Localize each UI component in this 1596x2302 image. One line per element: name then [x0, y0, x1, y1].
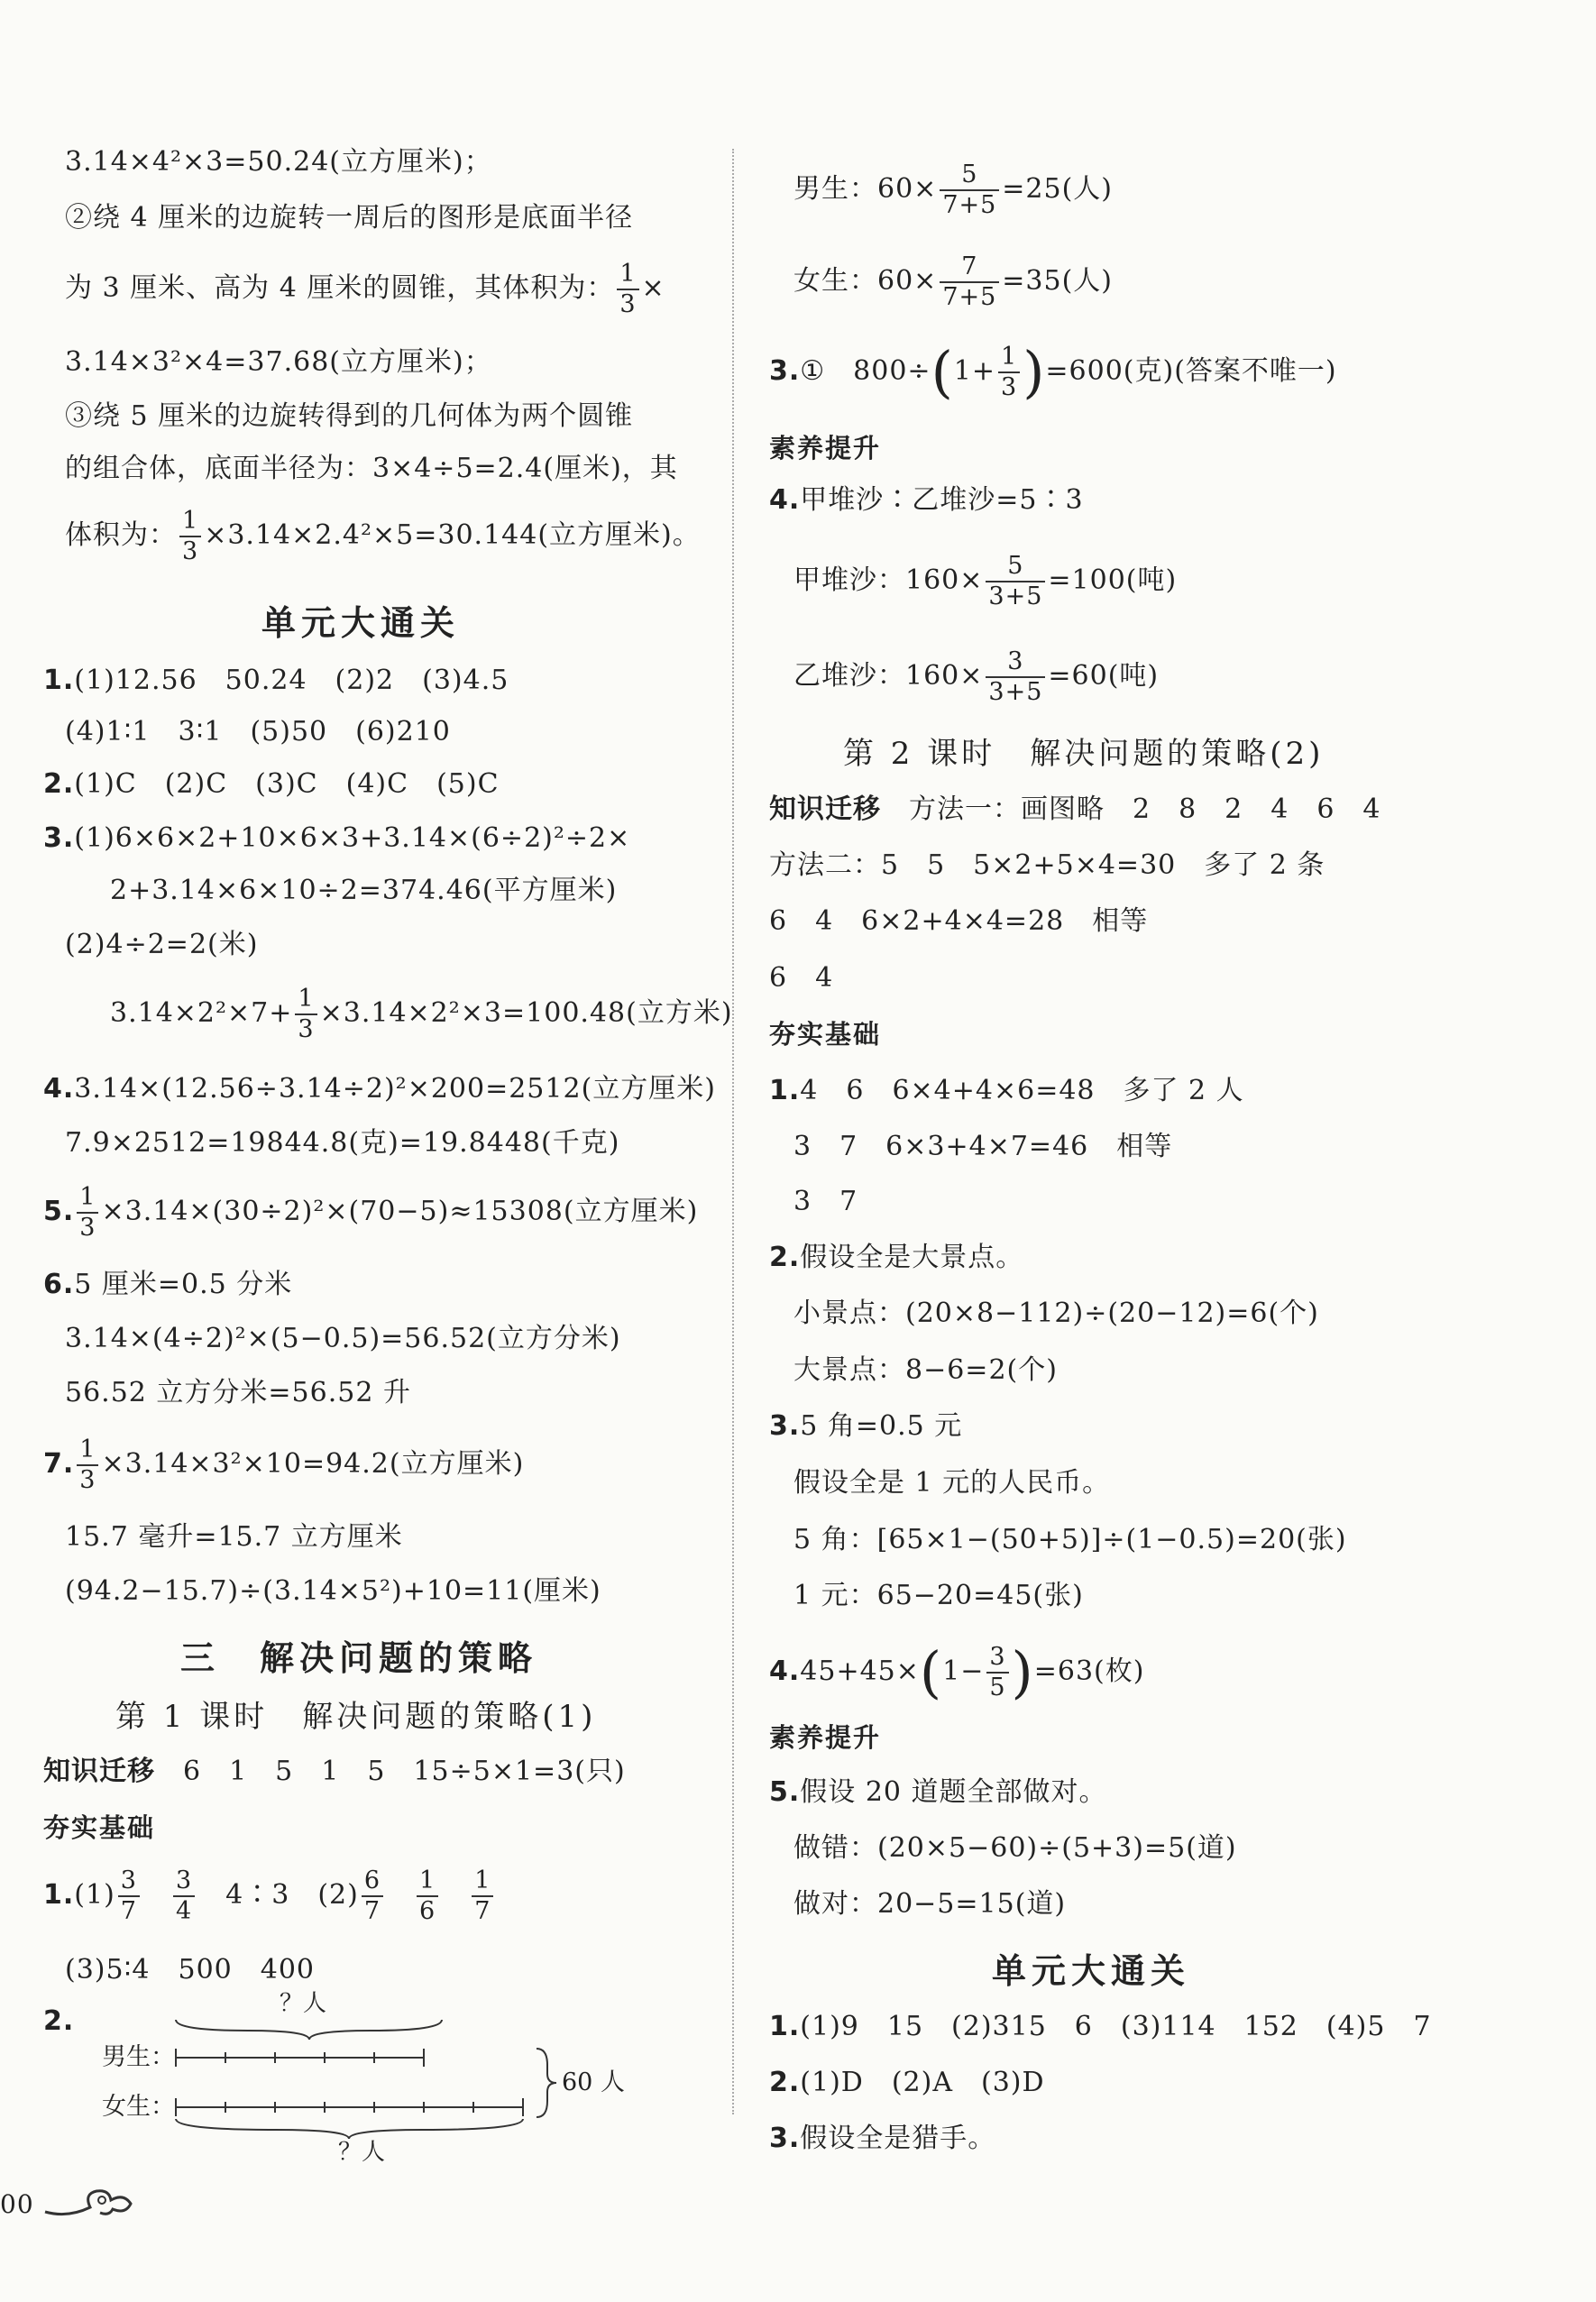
section-label: 知识迁移 [43, 1756, 155, 1787]
text-line: ③绕 5 厘米的边旋转得到的几何体为两个圆锥 [65, 400, 634, 432]
section-title: 单元大通关 [992, 1951, 1191, 1991]
text: ① 800÷ [800, 355, 931, 387]
text: 体积为： [65, 519, 177, 551]
text-line: (4)1∶1 3∶1 (5)50 (6)210 [65, 716, 451, 747]
text-line: 7.9×2512=19844.8(克)=19.8448(千克) [65, 1127, 620, 1159]
text-line: 为 3 厘米、高为 4 厘米的圆锥，其体积为： $\frac{1}{3}$ × [65, 260, 665, 318]
column-divider [732, 149, 736, 2114]
answer-6: 6.5 厘米=0.5 分米 [43, 1269, 293, 1300]
fraction: $\frac{5}{7+5}$ [940, 160, 999, 220]
text: 6 1 5 1 5 15÷5×1=3(只) [183, 1756, 626, 1787]
text-line: 小景点：(20×8−112)÷(20−12)=6(个) [793, 1298, 1319, 1329]
text: 为 3 厘米、高为 4 厘米的圆锥，其体积为： [65, 272, 615, 304]
text: ×3.14×2.4²×5=30.144(立方厘米)。 [204, 519, 701, 551]
text-line: 6 4 6×2+4×4=28 相等 [769, 905, 1149, 937]
text-line: 3.14×(4÷2)²×(5−0.5)=56.52(立方分米) [65, 1323, 621, 1354]
text-line: 15.7 毫升=15.7 立方厘米 [65, 1521, 403, 1553]
text-line: 假设全是 1 元的人民币。 [793, 1467, 1111, 1499]
segment-diagram [68, 1984, 627, 2164]
text-line [43, 1754, 626, 1790]
page-number: 00 [0, 2189, 34, 2219]
text: 甲堆沙∶乙堆沙=5∶3 [800, 484, 1084, 516]
text: 假设 20 道题全部做对。 [800, 1776, 1107, 1808]
lesson-title: 第 2 课时 解决问题的策略(2) [843, 736, 1325, 772]
text: 乙堆沙：160× [793, 660, 984, 692]
section-label: 知识迁移 [769, 793, 881, 825]
text: 甲堆沙：160× [793, 564, 984, 596]
fraction: $\frac{3}{7}$ [118, 1866, 140, 1926]
answer-2: 2.(1)D (2)A (3)D [769, 2067, 1045, 2098]
text-line: 3.14×4²×3=50.24(立方厘米)； [65, 146, 492, 178]
text-line: 3.14×3²×4=37.68(立方厘米)； [65, 346, 492, 378]
text-line [65, 507, 701, 566]
section-label: 夯实基础 [769, 1019, 882, 1050]
text-line [793, 160, 1113, 220]
fraction: $\frac{3}{4}$ [173, 1866, 195, 1926]
text-line [793, 252, 1113, 312]
text-line: 5 角：[65×1−(50+5)]÷(1−0.5)=20(张) [793, 1524, 1347, 1555]
text: 5 厘米=0.5 分米 [74, 1269, 293, 1300]
text-line: 3 7 [793, 1186, 858, 1217]
answer-1: 1.(1)12.56 50.24 (2)2 (3)4.5 [43, 665, 509, 696]
brace-bottom [176, 2119, 523, 2139]
chapter-title: 三 解决问题的策略 [180, 1638, 538, 1678]
text: (1)6×6×2+10×6×3+3.14×(6÷2)²÷2× [74, 822, 631, 854]
diagram-label: 60 人 [562, 2068, 625, 2096]
text: 假设全是猎手。 [800, 2123, 996, 2154]
fraction: $\frac{7}{7+5}$ [940, 252, 999, 312]
fraction: $\frac{6}{7}$ [362, 1866, 383, 1926]
text: 4∶3 (2) [225, 1879, 359, 1911]
answer-1: 1.(1) $\frac{3}{7}$ $\frac{3}{4}$ 4∶3 (2) $\frac{6}{7}$ $\frac{1}{6}$ $\frac{1}{7}$ [43, 1866, 496, 1926]
diagram-label: 男生： [102, 2043, 175, 2071]
fraction: $\frac{1}{6}$ [417, 1866, 438, 1926]
text: ×3.14×(30÷2)²×(70−5)≈15308(立方厘米) [101, 1196, 699, 1227]
fraction: $\frac{1}{3}$ [77, 1435, 98, 1495]
text: 假设全是大景点。 [800, 1242, 1024, 1273]
fraction: $\frac{1}{3}$ [617, 260, 638, 319]
text: (1) [74, 1879, 115, 1911]
text: =100(吨) [1048, 564, 1178, 596]
text-line [110, 985, 733, 1044]
answer-5: 5.假设 20 道题全部做对。 [769, 1776, 1107, 1808]
diagram-label: 女生： [102, 2093, 175, 2121]
text: =35(人) [1002, 265, 1114, 297]
text: (1)12.56 50.24 (2)2 (3)4.5 [74, 665, 509, 696]
brace-right [537, 2049, 556, 2117]
section-label: 素养提升 [769, 1722, 882, 1753]
diagram-label: ？人 [338, 2139, 386, 2164]
lesson-title: 第 1 课时 解决问题的策略(1) [115, 1699, 597, 1735]
text-line: ②绕 4 厘米的边旋转一周后的图形是底面半径 [65, 202, 634, 234]
text-line [769, 792, 1381, 828]
fraction: $\frac{1}{3}$ [998, 343, 1020, 402]
fraction: $\frac{1}{7}$ [472, 1866, 493, 1926]
text-line: 大景点：8−6=2(个) [793, 1354, 1058, 1386]
answer-2: 2.(1)C (2)C (3)C (4)C (5)C [43, 768, 500, 800]
text-line: 6 4 [769, 962, 834, 994]
answer-3: 3.(1)6×6×2+10×6×3+3.14×(6÷2)²÷2× [43, 822, 631, 854]
diagram-label: ？人 [280, 1990, 327, 2017]
section-title: 单元大通关 [261, 603, 461, 643]
text-line: 做对：20−5=15(道) [793, 1888, 1067, 1920]
answer-3: 3.5 角=0.5 元 [769, 1410, 963, 1442]
fraction: $\frac{1}{3}$ [295, 985, 316, 1044]
answer-5: 5. $\frac{1}{3}$ ×3.14×(30÷2)²×(70−5)≈15308(立方厘米) [43, 1183, 699, 1242]
text: 3.14×2²×7+ [110, 997, 293, 1029]
text-line: 2+3.14×6×10÷2=374.46(平方厘米) [110, 875, 618, 906]
answer-4: 4.45+45×(1− $\frac{3}{5}$ )=63(枚) [769, 1639, 1145, 1705]
text-line: 1 元：65−20=45(张) [793, 1580, 1084, 1611]
text: =63(枚) [1033, 1655, 1145, 1687]
text-line: 方法二：5 5 5×2+5×4=30 多了 2 条 [769, 849, 1325, 881]
answer-7: 7. $\frac{1}{3}$ ×3.14×3²×10=94.2(立方厘米) [43, 1435, 525, 1494]
text: =600(克)(答案不唯一) [1045, 355, 1337, 387]
text-line: 56.52 立方分米=56.52 升 [65, 1377, 411, 1408]
text: ×3.14×2²×3=100.48(立方米) [319, 997, 733, 1029]
brace-top [176, 2020, 442, 2040]
text: =60(吨) [1048, 660, 1160, 692]
section-label: 素养提升 [769, 433, 882, 463]
answer-2: 2.假设全是大景点。 [769, 1242, 1024, 1273]
text-line: (2)4÷2=2(米) [65, 929, 259, 960]
fraction: $\frac{1}{3}$ [77, 1183, 98, 1243]
answer-3: 3.① 800÷(1+ $\frac{1}{3}$ )=600(克)(答案不唯一) [769, 339, 1337, 405]
answer-4: 4.3.14×(12.56÷3.14÷2)²×200=2512(立方厘米) [43, 1073, 716, 1105]
text-line: 的组合体，底面半径为：3×4÷5=2.4(厘米)，其 [65, 453, 678, 484]
text: (1)D (2)A (3)D [800, 2067, 1045, 2098]
text-line [793, 552, 1177, 611]
answer-1: 1.(1)9 15 (2)315 6 (3)114 152 (4)5 7 [769, 2011, 1432, 2042]
fraction: $\frac{5}{3+5}$ [986, 552, 1045, 611]
text: =25(人) [1002, 173, 1114, 205]
answer-3: 3.假设全是猎手。 [769, 2123, 996, 2154]
answer-1: 1.4 6 6×4+4×6=48 多了 2 人 [769, 1075, 1244, 1106]
text: 3.14×(12.56÷3.14÷2)²×200=2512(立方厘米) [74, 1073, 716, 1105]
text: 5 角=0.5 元 [800, 1410, 963, 1442]
fraction: $\frac{3}{3+5}$ [986, 647, 1045, 707]
text-line: (94.2−15.7)÷(3.14×5²)+10=11(厘米) [65, 1575, 601, 1607]
text: (1)9 15 (2)315 6 (3)114 152 (4)5 7 [800, 2011, 1432, 2042]
text: 男生：60× [793, 173, 938, 205]
text-line: (3)5∶4 500 400 [65, 1954, 315, 1986]
answer-4: 4.甲堆沙∶乙堆沙=5∶3 [769, 484, 1084, 516]
text: ×3.14×3²×10=94.2(立方厘米) [101, 1448, 525, 1480]
cloud-ornament-icon [41, 2180, 140, 2225]
text-line: 3 7 6×3+4×7=46 相等 [793, 1131, 1173, 1162]
fraction: $\frac{3}{5}$ [986, 1643, 1008, 1702]
text-line: 做错：(20×5−60)÷(5+3)=5(道) [793, 1832, 1237, 1864]
text: 4 6 6×4+4×6=48 多了 2 人 [800, 1075, 1244, 1106]
text: 方法一：画图略 2 8 2 4 6 4 [909, 793, 1381, 825]
text: 45+45× [800, 1655, 920, 1687]
text: (1)C (2)C (3)C (4)C (5)C [74, 768, 500, 800]
section-label: 夯实基础 [43, 1812, 156, 1843]
text: 女生：60× [793, 265, 938, 297]
fraction: $\frac{1}{3}$ [179, 507, 201, 566]
text-line [793, 647, 1159, 707]
answer-2: 2. [43, 2005, 75, 2037]
